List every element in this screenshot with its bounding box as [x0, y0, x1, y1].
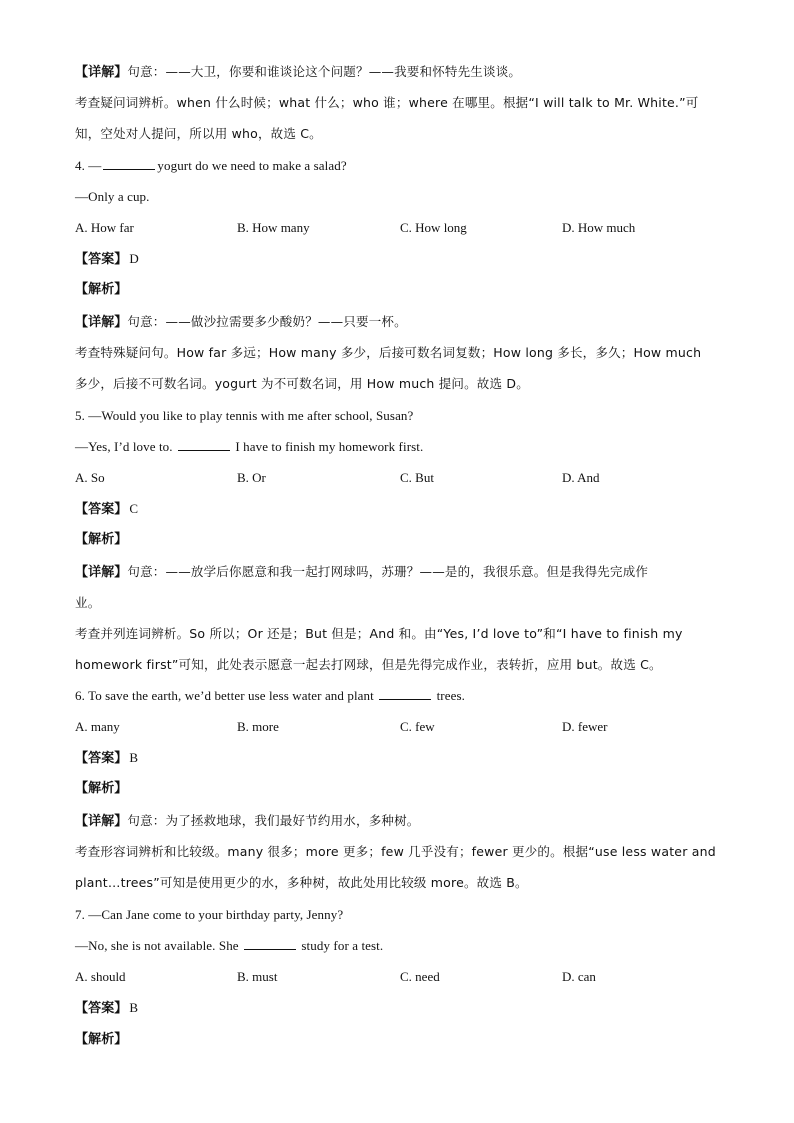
- q5-reply: [75, 438, 423, 456]
- answer-label: 【答案】: [75, 1001, 128, 1016]
- q4-answer-value: D: [129, 251, 139, 266]
- q7-blank: [244, 937, 296, 950]
- q3-detail-text: 句意：——大卫，你要和谁谈论这个问题？——我要和怀特先生谈谈。: [127, 64, 522, 79]
- q6-stem-prefix: 6. To save the earth, we’d better use less water and plant: [75, 688, 374, 703]
- q5-explain-line-2: homework first”可知，此处表示愿意一起去打网球，但是先得完成作业，表转折，应用 but。故选 C。: [75, 657, 662, 672]
- q6-stem: [75, 687, 465, 705]
- q4-answer: [75, 250, 139, 269]
- q5-stem: 5. —Would you like to play tennis with me after school, Susan?: [75, 408, 414, 423]
- q7-answer-value: B: [129, 1000, 139, 1015]
- q6-explain-line-1: 考查形容词辨析和比较级。many 很多；more 更多；few 几乎没有；fewer 更少的。根据“use less water and: [75, 844, 716, 859]
- q5-detail-line-2: 业。: [75, 595, 101, 610]
- answer-label: 【答案】: [75, 751, 128, 766]
- detail-label: 【详解】: [75, 814, 128, 829]
- q7-reply-prefix: —No, she is not available. She: [75, 938, 239, 953]
- q7-option-b: B. must: [237, 969, 278, 984]
- q6-options: [75, 718, 725, 736]
- q4-explain-line-1: 考查特殊疑问句。How far 多远；How many 多少，后接可数名词复数；How long 多长，多久；How much: [75, 345, 702, 360]
- q7-options: [75, 968, 725, 986]
- q6-answer: [75, 749, 138, 768]
- q5-options: [75, 469, 725, 487]
- q4-stem-suffix: yogurt do we need to make a salad?: [157, 158, 347, 173]
- q6-option-a: A. many: [75, 719, 120, 734]
- q7-stem: 7. —Can Jane come to your birthday party, Jenny?: [75, 907, 344, 922]
- q6-option-b: B. more: [237, 719, 279, 734]
- q6-blank: [379, 687, 431, 700]
- q3-explain-line-2: 知，空处对人提问，所以用 who，故选 C。: [75, 126, 322, 141]
- answer-label: 【答案】: [75, 252, 128, 267]
- q4-options: [75, 219, 725, 237]
- q4-stem: [75, 157, 347, 175]
- q7-reply: [75, 937, 383, 955]
- q6-explain-line-2: plant…trees”可知是使用更少的水，多种树，故此处用比较级 more。故选 B。: [75, 875, 528, 890]
- q6-analysis-label: 【解析】: [75, 781, 128, 796]
- q4-option-a: A. How far: [75, 220, 134, 235]
- q7-option-c: C. need: [400, 969, 440, 984]
- q6-stem-suffix: trees.: [436, 688, 465, 703]
- q5-detail: [75, 563, 648, 582]
- q5-detail-text: 句意：——放学后你愿意和我一起打网球吗，苏珊？——是的，我很乐意。但是我得先完成作: [127, 564, 649, 579]
- q4-option-b: B. How many: [237, 220, 310, 235]
- q5-reply-suffix: I have to finish my homework first.: [235, 439, 424, 454]
- q6-detail: [75, 812, 420, 831]
- q5-option-b: B. Or: [237, 470, 266, 485]
- answer-label: 【答案】: [75, 502, 128, 517]
- q5-option-c: C. But: [400, 470, 434, 485]
- q5-answer-value: C: [129, 501, 139, 516]
- q4-analysis-label: 【解析】: [75, 282, 128, 297]
- q7-option-d: D. can: [562, 969, 596, 984]
- detail-label: 【详解】: [75, 565, 128, 580]
- q4-stem-prefix: 4. —: [75, 158, 102, 173]
- q3-detail: [75, 63, 521, 82]
- q4-option-c: C. How long: [400, 220, 467, 235]
- q5-analysis-label: 【解析】: [75, 532, 128, 547]
- q7-answer: [75, 999, 138, 1018]
- q6-option-c: C. few: [400, 719, 435, 734]
- q7-analysis-label: 【解析】: [75, 1032, 128, 1047]
- q4-reply: —Only a cup.: [75, 189, 150, 204]
- q7-option-a: A. should: [75, 969, 126, 984]
- q6-detail-text: 句意：为了拯救地球，我们最好节约用水，多种树。: [127, 813, 420, 828]
- q5-reply-prefix: —Yes, I’d love to.: [75, 439, 173, 454]
- q7-reply-suffix: study for a test.: [301, 938, 384, 953]
- q4-blank: [103, 157, 155, 170]
- q5-option-d: D. And: [562, 470, 600, 485]
- q5-answer: [75, 500, 138, 519]
- q6-answer-value: B: [129, 750, 139, 765]
- q4-option-d: D. How much: [562, 220, 636, 235]
- q4-explain-line-2: 多少，后接不可数名词。yogurt 为不可数名词，用 How much 提问。故选 D。: [75, 376, 529, 391]
- detail-label: 【详解】: [75, 65, 128, 80]
- q6-option-d: D. fewer: [562, 719, 608, 734]
- detail-label: 【详解】: [75, 315, 128, 330]
- q4-detail: [75, 313, 407, 332]
- q4-detail-text: 句意：——做沙拉需要多少酸奶？——只要一杯。: [127, 314, 407, 329]
- q5-explain-line-1: 考查并列连词辨析。So 所以；Or 还是；But 但是；And 和。由“Yes, I’d love to”和“I have to finish my: [75, 626, 683, 641]
- q5-option-a: A. So: [75, 470, 105, 485]
- q5-blank: [178, 438, 230, 451]
- q3-explain-line-1: 考查疑问词辨析。when 什么时候；what 什么；who 谁；where 在哪里。根据“I will talk to Mr. White.”可: [75, 95, 699, 110]
